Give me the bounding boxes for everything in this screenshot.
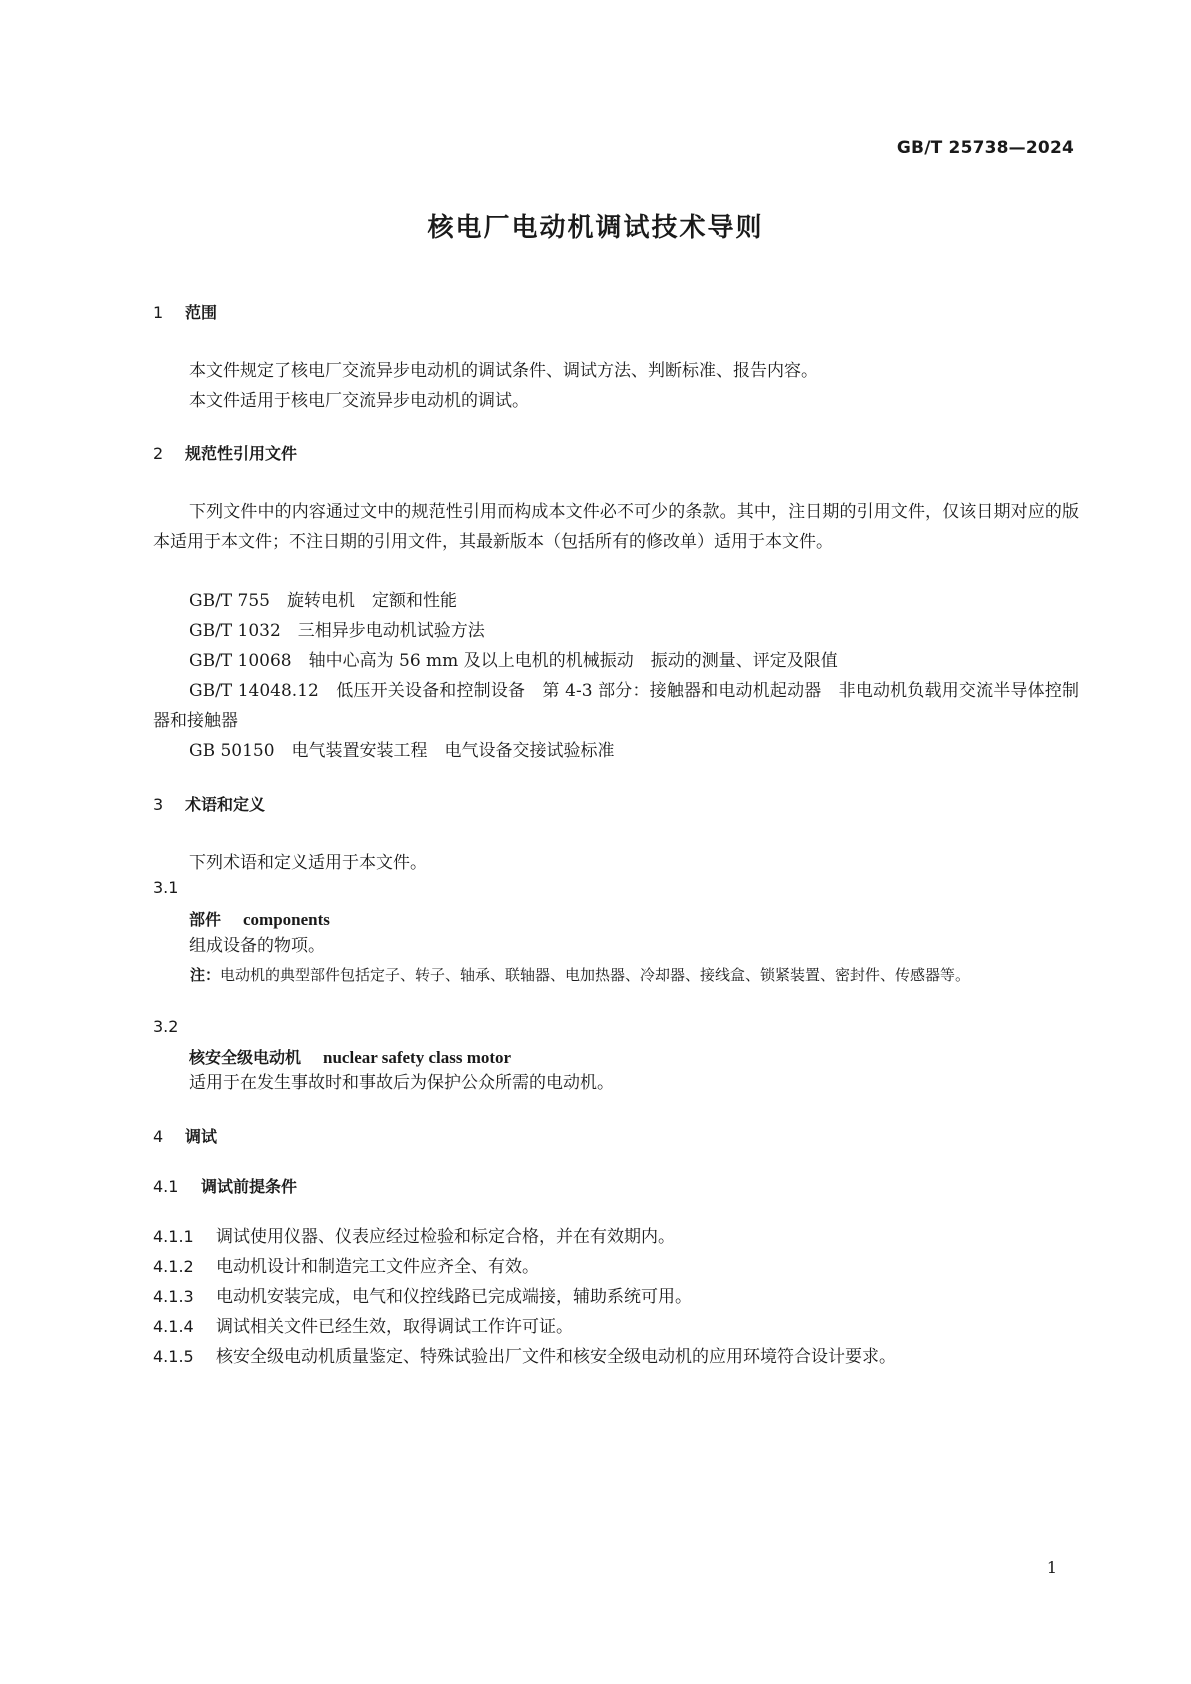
term-zh: 部件: [189, 910, 222, 929]
section-number: 4: [153, 1127, 164, 1146]
scope-paragraph: 本文件规定了核电厂交流异步电动机的调试条件、调试方法、判断标准、报告内容。: [189, 361, 818, 381]
term-zh: 核安全级电动机: [189, 1048, 302, 1067]
clause-text: 电动机设计和制造完工文件应齐全、有效。: [216, 1257, 539, 1277]
references-intro: 下列文件中的内容通过文中的规范性引用而构成本文件必不可少的条款。其中，注日期的引用文件，仅该日期对应的版本适用于本文件；不注日期的引用文件，其最新版本（包括所有的修改单）适用于本文件。: [153, 502, 1079, 552]
note-text: 电动机的典型部件包括定子、转子、轴承、联轴器、电加热器、冷却器、接线盒、锁紧装置、密封件、传感器等。: [220, 966, 971, 984]
section-number: 3: [153, 795, 164, 814]
clause-text: 核安全级电动机质量鉴定、特殊试验出厂文件和核安全级电动机的应用环境符合设计要求。: [216, 1347, 896, 1367]
subsection-title: 调试前提条件: [201, 1177, 298, 1196]
clause-text: 电动机安装完成，电气和仪控线路已完成端接，辅助系统可用。: [216, 1287, 692, 1307]
subsection-4-1-heading: [153, 1174, 297, 1197]
standard-number: GB/T 25738—2024: [896, 138, 1074, 158]
term-number: 3.2: [153, 1017, 179, 1036]
clause-number: 4.1.5: [153, 1347, 194, 1366]
reference-item: GB 50150 电气装置安装工程 电气设备交接试验标准: [189, 741, 615, 761]
clause-item: [153, 1342, 896, 1367]
reference-item: GB/T 14048.12 低压开关设备和控制设备 第 4-3 部分：接触器和电动机起动器 非电动机负载用交流半导体控制器和接触器: [153, 681, 1079, 731]
section-2-heading: [153, 441, 297, 464]
reference-item: GB/T 1032 三相异步电动机试验方法: [189, 621, 485, 641]
term-number: 3.1: [153, 878, 179, 897]
clause-number: 4.1.3: [153, 1287, 194, 1306]
term-heading: [189, 907, 330, 930]
section-title: 规范性引用文件: [185, 444, 298, 463]
section-number: 1: [153, 303, 164, 322]
section-1-heading: [153, 300, 217, 323]
clause-number: 4.1.4: [153, 1317, 194, 1336]
term-en: components: [243, 910, 330, 929]
clause-text: 调试相关文件已经生效，取得调试工作许可证。: [216, 1317, 573, 1337]
term-note: [190, 962, 1078, 989]
clause-number: 4.1.1: [153, 1227, 194, 1246]
page-number: 1: [1046, 1558, 1057, 1577]
section-number: 2: [153, 444, 164, 463]
clause-item: [153, 1282, 692, 1307]
terms-intro: 下列术语和定义适用于本文件。: [189, 853, 427, 873]
term-en: nuclear safety class motor: [323, 1048, 512, 1067]
clause-item: [153, 1252, 539, 1277]
clause-text: 调试使用仪器、仪表应经过检验和标定合格，并在有效期内。: [216, 1227, 675, 1247]
scope-paragraph: 本文件适用于核电厂交流异步电动机的调试。: [189, 391, 529, 411]
clause-number: 4.1.2: [153, 1257, 194, 1276]
term-definition: 适用于在发生事故时和事故后为保护公众所需的电动机。: [189, 1073, 614, 1093]
term-definition: 组成设备的物项。: [189, 936, 325, 956]
reference-item: GB/T 755 旋转电机 定额和性能: [189, 591, 457, 611]
subsection-number: 4.1: [153, 1177, 179, 1196]
section-4-heading: [153, 1124, 217, 1147]
section-3-heading: [153, 792, 265, 815]
section-title: 术语和定义: [185, 795, 266, 814]
section-title: 范围: [185, 303, 218, 322]
clause-item: [153, 1312, 573, 1337]
clause-item: [153, 1222, 675, 1247]
note-label: 注：: [190, 966, 221, 984]
document-title: 核电厂电动机调试技术导则: [427, 213, 764, 243]
term-heading: [189, 1045, 511, 1068]
reference-item: GB/T 10068 轴中心高为 56 mm 及以上电机的机械振动 振动的测量、评定及限值: [189, 651, 838, 671]
section-title: 调试: [185, 1127, 218, 1146]
